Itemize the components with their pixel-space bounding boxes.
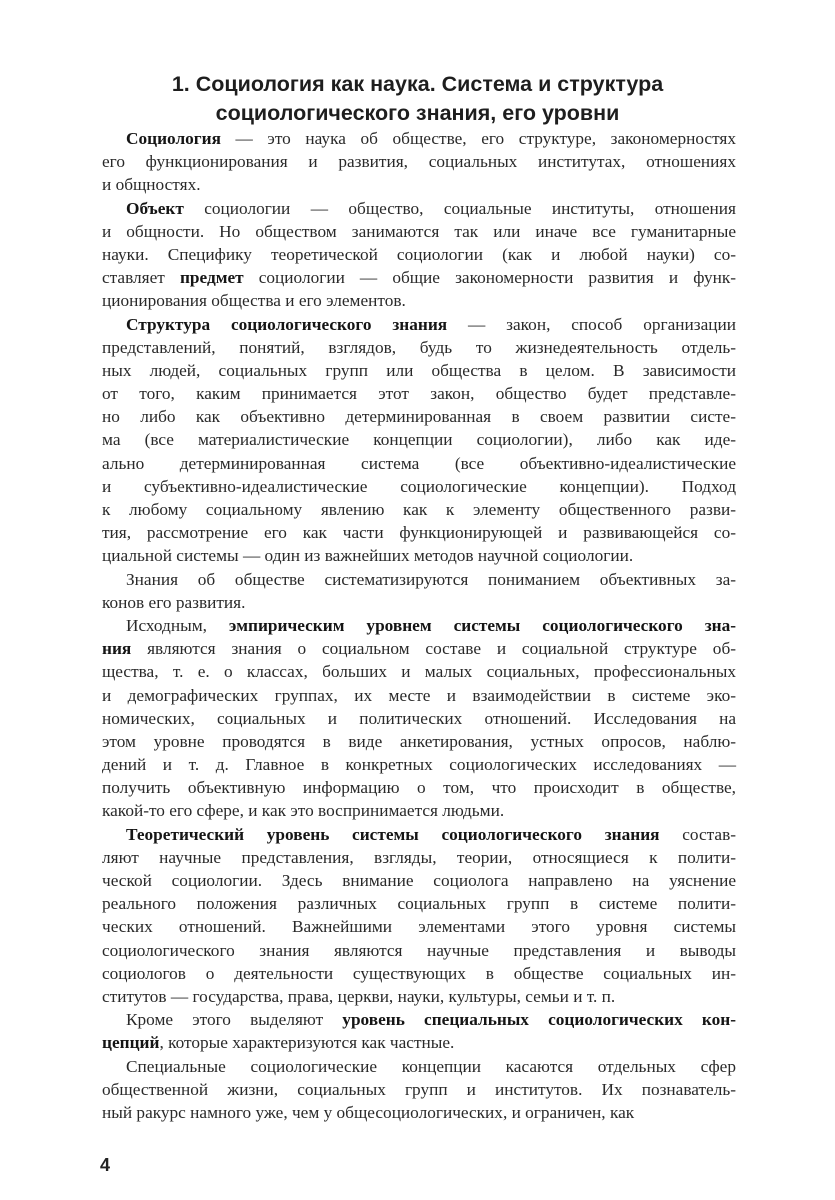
section-heading-line-1: 1. Социология как наука. Система и структура	[171, 72, 664, 96]
text-line	[102, 1031, 736, 1054]
text-run: науки. Специфику теоретической социологии (как и любой науки) со-	[102, 244, 736, 264]
bold-term: Объект	[126, 198, 184, 218]
text-run: ных людей, социальных групп или общества в целом. В зависимости	[102, 360, 736, 380]
text-run: и субъективно-идеалистические социологические концепции). Подход	[102, 476, 736, 496]
text-run: какой-то его сфере, и как это воспринимается людьми.	[102, 801, 505, 821]
text-line	[102, 985, 736, 1008]
text-line	[102, 197, 736, 220]
text-run: тия, рассмотрение его как части функционирующей и развивающейся со-	[102, 523, 736, 543]
text-line	[102, 1078, 736, 1101]
text-line	[102, 684, 736, 707]
text-line	[102, 452, 736, 475]
paragraph	[102, 614, 736, 823]
paragraph	[102, 1055, 736, 1125]
bold-term: предмет	[179, 268, 244, 288]
text-line	[102, 220, 736, 243]
text-run: являются знания о социальном составе и социальной структуре об-	[131, 639, 736, 659]
text-run: Специальные социологические концепции касаются отдельных сфер	[126, 1056, 736, 1076]
text-line	[102, 962, 736, 985]
text-line	[102, 173, 736, 196]
text-run: но либо как объективно детерминированная в своем развитии систе-	[102, 407, 736, 427]
text-run: Кроме этого выделяют	[126, 1010, 343, 1030]
text-run: ный ракурс намного уже, чем у общесоциологических, и ограничен, как	[102, 1102, 635, 1122]
text-line	[102, 707, 736, 730]
paragraph	[102, 313, 736, 568]
text-line	[102, 915, 736, 938]
section-heading-line-2: социологического знания, его уровни	[215, 101, 620, 125]
text-run: и общностях.	[102, 175, 201, 195]
body-text	[102, 127, 736, 1124]
bold-term: Социология	[126, 129, 221, 148]
text-run: социологического знания являются научные представления и выводы	[102, 940, 736, 960]
text-line	[102, 521, 736, 544]
bold-term: Структура социологического знания	[126, 314, 448, 334]
text-run: и демографических группах, их месте и взаимодействии в системе эко-	[102, 685, 736, 705]
text-run: ально детерминированная система (все объективно-идеалистические	[102, 453, 736, 473]
text-run: его функционирования и развития, социальных институтах, отношениях	[102, 152, 736, 172]
page-number: 4	[100, 1155, 111, 1175]
text-run: социологии — общество, социальные институты, отношения	[183, 198, 736, 218]
text-run: реального положения различных социальных групп в системе полити-	[102, 894, 736, 914]
text-line	[102, 730, 736, 753]
text-run: и общности. Но обществом занимаются так или иначе все гуманитарные	[102, 221, 736, 241]
text-line	[102, 475, 736, 498]
text-run: этом уровне проводятся в виде анкетирования, устных опросов, наблю-	[102, 731, 736, 751]
text-line	[102, 1101, 736, 1124]
bold-term: ния	[102, 639, 132, 659]
text-run: — закон, способ организации	[447, 314, 736, 334]
text-line	[102, 382, 736, 405]
text-run: Исходным,	[126, 615, 229, 635]
bold-term: цепций	[102, 1033, 160, 1053]
paragraph	[102, 568, 736, 614]
text-run: социологии — общие закономерности развития и функ-	[243, 268, 737, 288]
text-line	[102, 776, 736, 799]
text-line	[102, 869, 736, 892]
text-run: от того, каким принимается этот закон, общество будет представле-	[102, 384, 736, 404]
text-run: , которые характеризуются как частные.	[159, 1033, 455, 1053]
text-line	[102, 591, 736, 614]
text-line	[102, 266, 736, 289]
text-line	[102, 823, 736, 846]
bold-term: уровень специальных социологических кон-	[342, 1010, 736, 1030]
text-line	[102, 405, 736, 428]
text-run: дений и т. д. Главное в конкретных социологических исследованиях —	[102, 755, 736, 775]
text-run: ститутов — государства, права, церкви, науки, культуры, семьи и т. п.	[102, 986, 616, 1006]
text-run: ма (все материалистические концепции социологии), либо как иде-	[102, 430, 736, 450]
text-run: ческих отношений. Важнейшими элементами этого уровня системы	[102, 917, 736, 937]
text-run: конов его развития.	[102, 592, 246, 612]
text-run: циальной системы — один из важнейших методов научной социологии.	[102, 546, 634, 566]
text-run: номических, социальных и политических отношений. Исследования на	[102, 708, 736, 728]
text-run: представлений, понятий, взглядов, будь то жизнедеятельность отдель-	[102, 337, 736, 357]
text-line	[102, 660, 736, 683]
text-run: социологов о деятельности существующих в обществе социальных ин-	[102, 963, 736, 983]
text-line	[102, 498, 736, 521]
text-line	[102, 243, 736, 266]
text-line	[102, 313, 736, 336]
text-line	[102, 428, 736, 451]
text-line	[102, 150, 736, 173]
text-run: к любому социальному явлению как к элементу общественного разви-	[102, 500, 736, 519]
text-line	[102, 544, 736, 567]
text-run: ческой социологии. Здесь внимание социолога направлено на уяснение	[102, 871, 736, 890]
bold-term: Теоретический уровень системы социологического знания	[126, 824, 660, 844]
paragraph	[102, 1008, 736, 1054]
text-run: получить объективную информацию о том, что происходит в обществе,	[102, 778, 736, 798]
text-line	[102, 127, 736, 150]
paragraph	[102, 127, 736, 197]
text-line	[102, 892, 736, 915]
text-run: Знания об обществе систематизируются пониманием объективных за-	[126, 569, 736, 589]
text-run: ляют научные представления, взгляды, теории, относящиеся к полити-	[102, 847, 736, 867]
text-line	[102, 614, 736, 637]
text-run: ставляет	[102, 268, 180, 288]
text-run: состав-	[659, 824, 736, 844]
paragraph	[102, 197, 736, 313]
text-run: общественной жизни, социальных групп и институтов. Их познаватель-	[102, 1079, 736, 1099]
text-line	[102, 637, 736, 660]
text-line	[102, 359, 736, 382]
text-line	[102, 336, 736, 359]
paragraph	[102, 823, 736, 1009]
text-line	[102, 939, 736, 962]
text-line	[102, 568, 736, 591]
text-line	[102, 1055, 736, 1078]
text-line	[102, 1008, 736, 1031]
text-line	[102, 289, 736, 312]
text-run: ционирования общества и его элементов.	[102, 291, 406, 311]
text-line	[102, 799, 736, 822]
text-line	[102, 846, 736, 869]
text-line	[102, 753, 736, 776]
bold-term: эмпирическим уровнем системы социологического зна-	[228, 615, 737, 635]
text-run: щества, т. е. о классах, больших и малых социальных, профессиональных	[102, 662, 736, 682]
text-run: — это наука об обществе, его структуре, закономерностях	[220, 129, 736, 148]
section-heading	[0, 70, 835, 128]
